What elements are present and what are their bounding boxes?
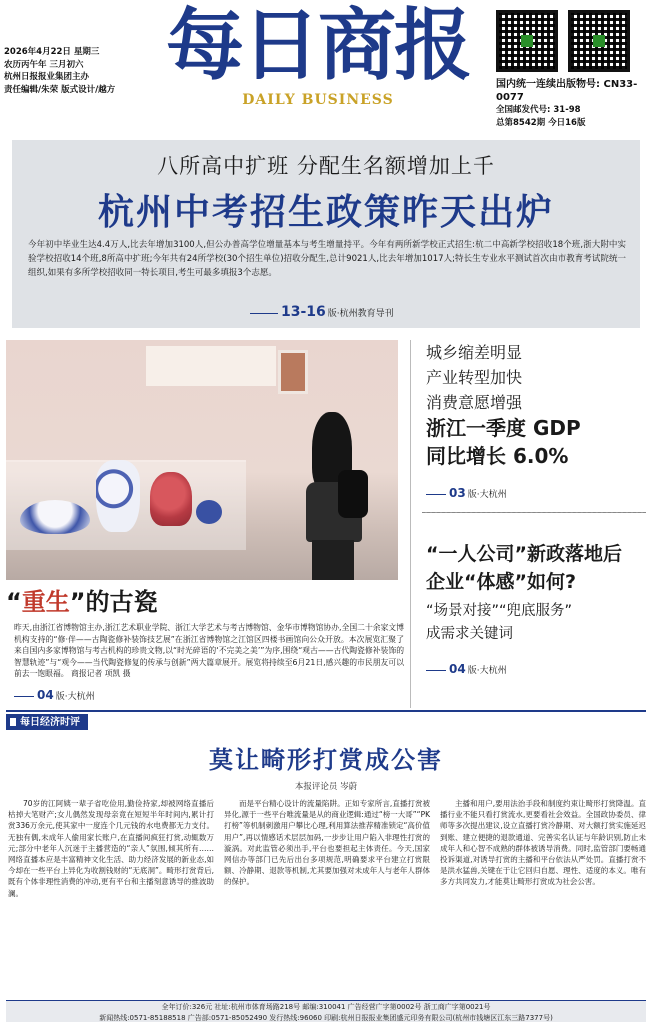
one-person-company-sub: “场景对接”“兜底服务” 成需求关键词 bbox=[426, 603, 573, 642]
commentary-title[interactable]: 莫让畸形打赏成公害 bbox=[209, 745, 443, 774]
porcelain-vase bbox=[96, 460, 140, 532]
photo-story-body: 昨天,由浙江省博物馆主办,浙江艺术职业学院、浙江大学艺术与考古博物馆、金华市博物馆协办,全国二十余家文博机构支持的“修·伴——古陶瓷修补装饰技艺展”在浙江省博物馆之江馆区四楼书画馆向公众开放。本次展览汇聚了来自国内多家博物馆与考古机构的珍贵文物,以“时光碎语的‘不完美之美’”为序,围绕“观古——古代陶瓷修补装饰的智慧轨迹”与“观今——当代陶瓷修复的传承与创新”两大篇章展开。展览将持续至6月21日,感兴趣的市民朋友可以前去一饱眼福。 商报记者 项凯 摄 bbox=[14, 623, 404, 678]
commentary-byline: 本报评论员 岑蔚 bbox=[294, 782, 358, 792]
lead-subhead: 八所高中扩班 分配生名额增加上千 bbox=[157, 154, 495, 178]
photo-page-ref[interactable]: 04 版·大杭州 bbox=[14, 688, 95, 702]
lead-headline[interactable]: 杭州中考招生政策昨天出炉 bbox=[97, 191, 554, 233]
section-rule bbox=[6, 710, 646, 712]
museum-photo[interactable] bbox=[6, 340, 398, 580]
story-divider bbox=[422, 512, 646, 513]
postal-code: 全国邮发代号: 31-98 bbox=[496, 105, 581, 115]
qr-code-icon[interactable] bbox=[568, 10, 630, 72]
publication-info bbox=[496, 78, 650, 130]
gdp-headline[interactable]: 浙江一季度 GDP 同比增长 6.0% bbox=[426, 416, 581, 468]
qr-code-icon[interactable] bbox=[496, 10, 558, 72]
column-divider bbox=[410, 340, 411, 708]
commentary-column-2: 而是平台精心设计的流量陷阱。正如专家所言,直播打赏被异化,源于一些平台唯流量是从的商业逻辑:通过“榜一大哥”“PK打榜”等机制刺激用户攀比心理,利用算法推荐精准锁定“高价值用户”,再以情感话术层层加码,一步步让用户陷入非理性打赏的漩涡。对此监管必须出手,平台也要担起主体责任。今天,国家网信办等部门已先后出台多项规范,明确要求平台建立打赏限额、冷静期、退款等机制,尤其要加强对未成年人与老年人群体的保护。 bbox=[224, 799, 431, 887]
issue-date: 2026年4月22日 星期三 bbox=[4, 47, 100, 57]
commentary-column-1: 70岁的江阿姨一辈子省吃俭用,勤俭持家,却被网络直播后枯掉大笔财产;女儿偶然发现母亲竟在短短半年时间内,累计打赏336万余元,使其家中一度连个几元钱的水电费都无力支付。无独有偶,未成年人偷用家长账户,在直播间疯狂打赏,动辄数万元;部分中老年人沉迷于主播营造的“亲人”氛围,倾其所有……网络直播本应是丰富精神文化生活、助力经济发展的新业态,如今却在一些平台上异化为收割钱财的“无底洞”。畸形打赏背后,既有个体非理性消费的冲动,更有平台和主播刻意诱导的推波助澜。 bbox=[8, 799, 214, 898]
porcelain-vase bbox=[150, 472, 192, 526]
gdp-kicker: 城乡缩差明显 产业转型加快 消费意愿增强 bbox=[426, 343, 523, 412]
lunar-date: 农历丙午年 三月初六 bbox=[4, 59, 84, 70]
photo-story-headline[interactable]: “重生”的古瓷 bbox=[6, 588, 158, 616]
footer-line-2: 新闻热线:0571-85188518 广告部:0571-85052490 发行热线:96060 印刷:杭州日报报业集团盛元印务有限公司(杭州市钱塘区江东三路7377号) bbox=[99, 1013, 553, 1022]
newspaper-title: 每日商报 bbox=[165, 0, 470, 91]
commentary-column-3: 主播和用户,要用法治手段和制度约束让畸形打赏降温。直播行业不能只看打赏流水,更要看社会效益。全国政协委员、律师等多次提出建议,设立直播打赏冷静期、对大额打赏实施延迟到账、建立便捷的退款通道、完善实名认证与年龄识别,防止未成年人和心智不成熟的群体被诱导消费。同时,监管部门要畅通投诉渠道,对诱导打赏的主播和平台依法从严处罚。直播打赏不是洪水猛兽,关键在于让它回归自愿、理性、适度的本义。唯有多方共同发力,才能莫让畸形打赏成为社会公害。 bbox=[440, 799, 646, 887]
lead-page-ref[interactable] bbox=[250, 304, 394, 320]
masthead-info bbox=[4, 46, 154, 96]
commentary-tag: 每日经济时评 bbox=[6, 714, 88, 730]
newspaper-title-en: DAILY BUSINESS bbox=[242, 92, 394, 108]
one-person-company-headline[interactable]: “一人公司”新政落地后 企业“体感”如何? bbox=[426, 543, 622, 593]
porcelain-vase bbox=[20, 500, 90, 534]
page-ref-number: 13-16 bbox=[281, 304, 326, 320]
visitor-figure bbox=[298, 412, 368, 580]
company-page-ref[interactable]: 04 版·大杭州 bbox=[426, 662, 507, 676]
sponsor: 杭州日报报业集团主办 bbox=[4, 72, 90, 82]
issue-number: 总第8542期 今日16版 bbox=[496, 118, 586, 128]
footer bbox=[6, 1000, 646, 1022]
lead-body: 今年初中毕业生达4.4万人,比去年增加3100人,但公办普高学位增量基本与考生增量持平。今年有两所新学校正式招生:杭二中高新学校招收18个班,浙大附中实验学校招收14个班,8所高中扩班;今年共有24所学校(30个招生单位)招收分配生,总计9021人,比去年增加1017人;特长生专业水平测试首次由市教育考试院统一组织,如果有多所学校招收同一特长项目,考生可最多填报3个志愿。 bbox=[28, 240, 626, 278]
porcelain-vase bbox=[196, 500, 222, 524]
page-ref-label: 版·杭州教育导刊 bbox=[327, 309, 394, 319]
gdp-page-ref[interactable]: 03 版·大杭州 bbox=[426, 486, 507, 500]
editors: 责任编辑/朱荣 版式设计/越方 bbox=[4, 84, 116, 95]
cn-number: 国内统一连续出版物号: CN33-0077 bbox=[496, 79, 638, 103]
footer-line-1: 全年订价:326元 社址:杭州市体育场路218号 邮编:310041 广告经营广字第0002号 浙工商广字第0021号 bbox=[161, 1003, 491, 1011]
